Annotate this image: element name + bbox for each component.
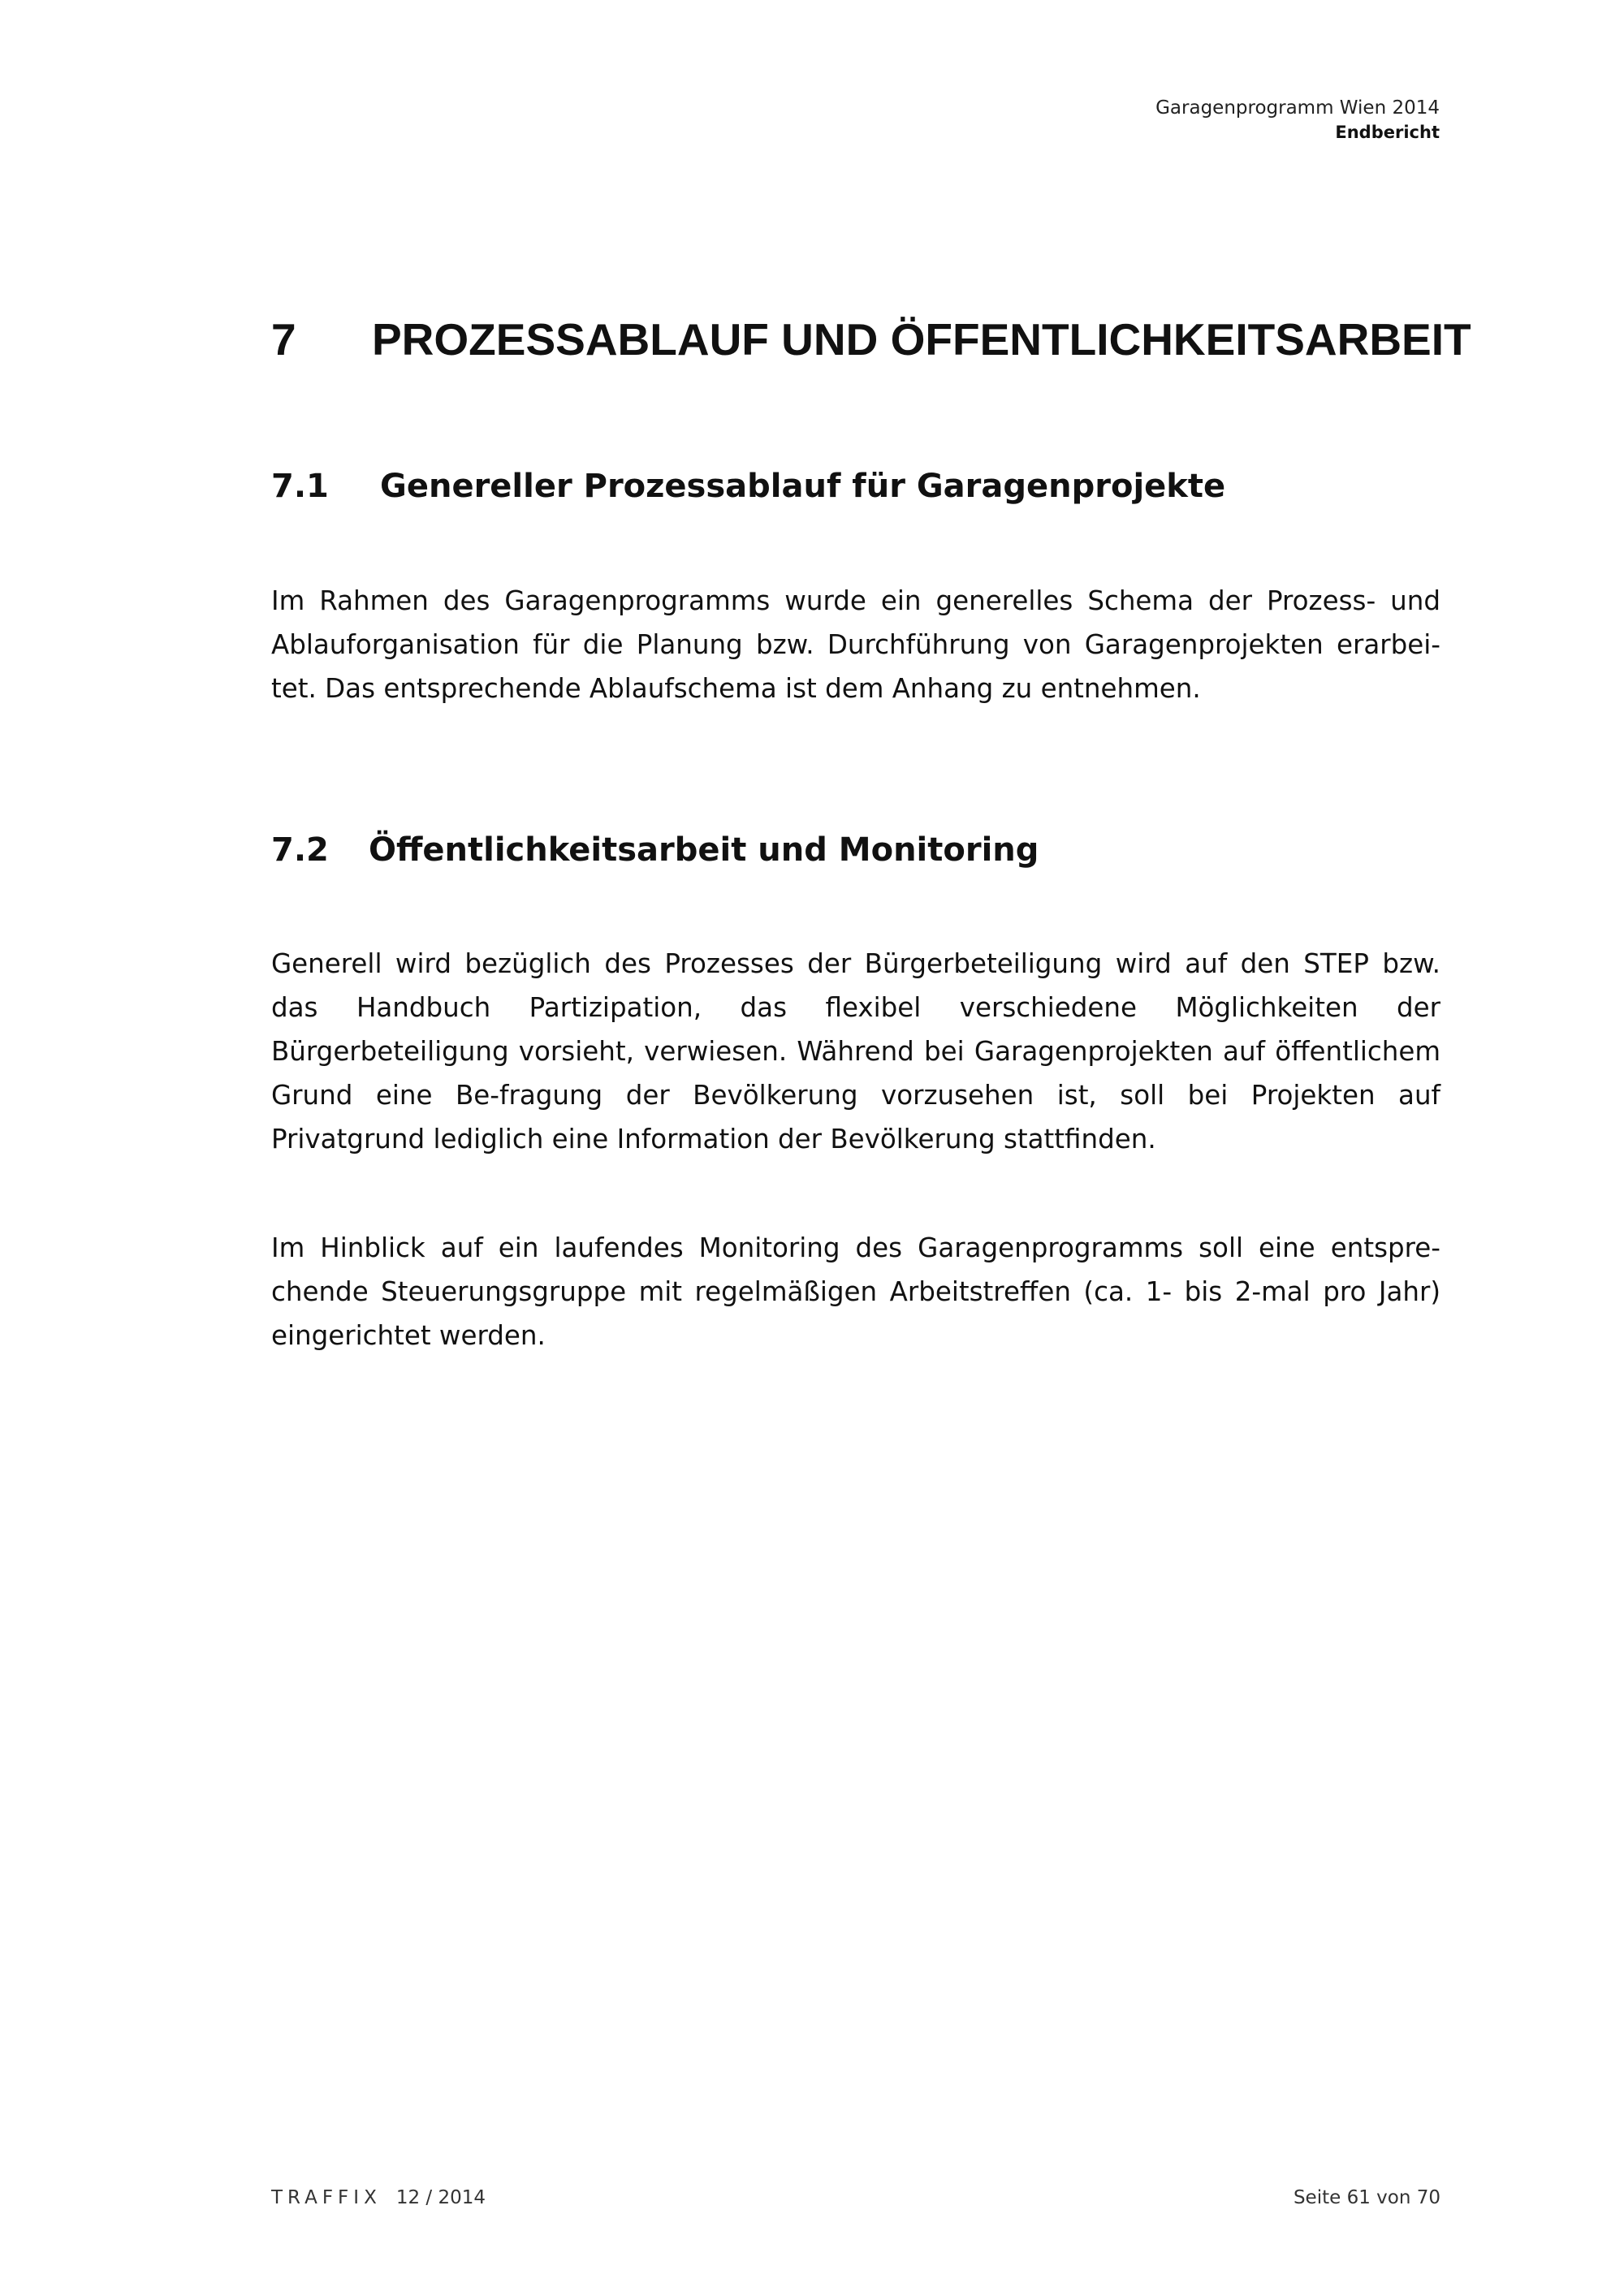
page-header	[1155, 96, 1440, 145]
chapter-title: PROZESSABLAUF UND ÖFFENTLICHKEITSARBEIT	[372, 314, 1471, 365]
page-number: Seite 61 von 70	[1293, 2187, 1440, 2208]
section-number: 7.1	[271, 468, 329, 505]
chapter-heading	[271, 311, 1471, 368]
footer-brand: TRAFFIX	[271, 2187, 382, 2208]
chapter-number: 7	[271, 314, 296, 365]
footer-date: 12 / 2014	[395, 2187, 486, 2208]
section-7-2-paragraph-1: Generell wird bezüglich des Prozesses der Bürgerbeteiligung wird auf den STEP bzw. das Handbuch Partizipation, das flexibel verschiedene Möglichkeiten der Bürgerbeteiligung vorsieht, verwiesen. Während bei Garagenprojekten auf öffentlichem Grund eine Be-fragung der Bevölkerung vorzusehen ist, soll bei Projekten auf Privatgrund lediglich eine Information der Bevölkerung stattfinden.	[271, 948, 1440, 1154]
section-title: Genereller Prozessablauf für Garagenprojekte	[380, 468, 1226, 505]
section-7-1-paragraph: Im Rahmen des Garagenprogramms wurde ein generelles Schema der Prozess- und Ablauforganisation für die Planung bzw. Durchführung von Garagenprojekten erarbei-tet. Das entsprechende Ablaufschema ist dem Anhang zu entnehmen.	[271, 585, 1440, 704]
section-heading-7-2	[271, 828, 1440, 872]
footer-left	[271, 2186, 486, 2210]
section-title: Öffentlichkeitsarbeit und Monitoring	[369, 831, 1039, 869]
section-number: 7.2	[271, 831, 329, 869]
document-title: Garagenprogramm Wien 2014	[1155, 97, 1440, 119]
section-7-2-paragraph-2: Im Hinblick auf ein laufendes Monitoring des Garagenprogramms soll eine entspre-chende Steuerungsgruppe mit regelmäßigen Arbeitstreffen (ca. 1- bis 2-mal pro Jahr) eingerichtet werden.	[271, 1232, 1440, 1351]
document-subtitle: Endbericht	[1335, 123, 1440, 142]
section-heading-7-1	[271, 464, 1440, 508]
